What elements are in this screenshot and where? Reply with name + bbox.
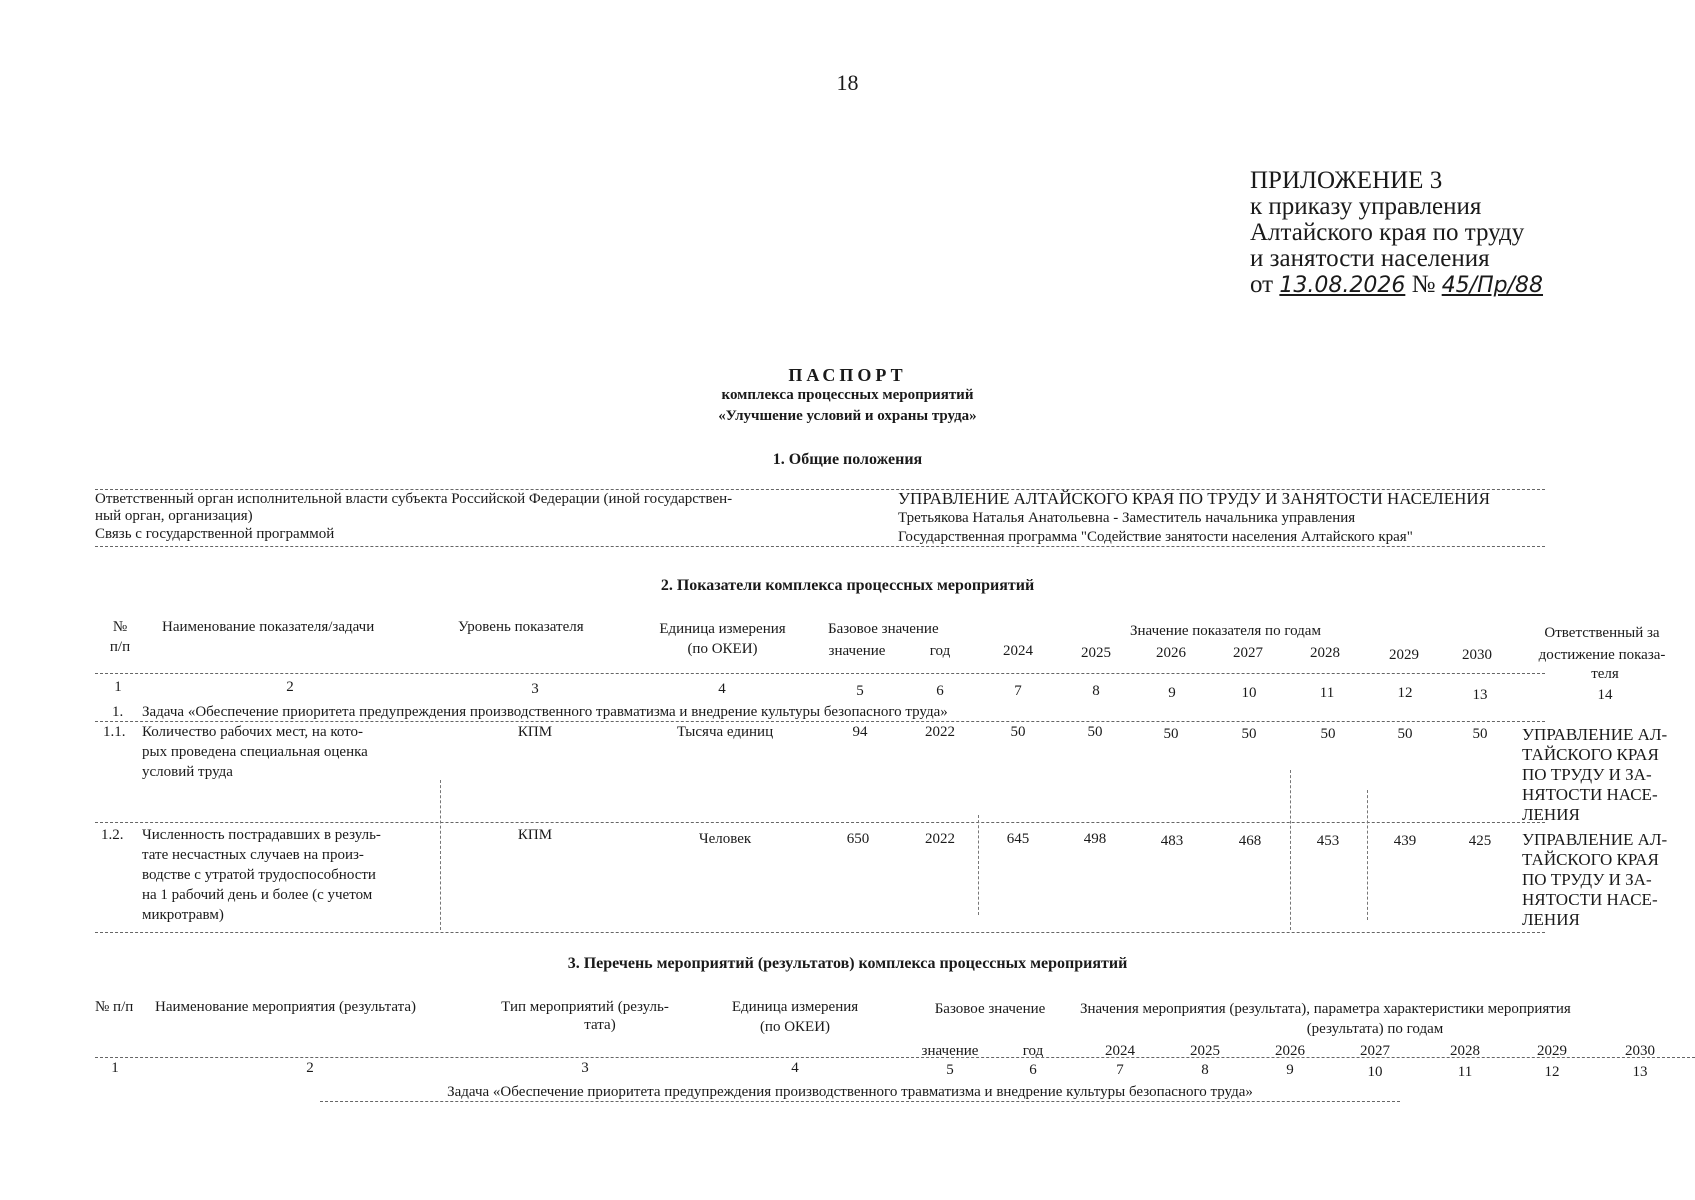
header-year-2027: 2027 [1360,1043,1390,1059]
row-value-2026: 483 [1160,833,1184,849]
header-unit: Единица измерения [659,621,786,637]
appendix-line-2: Алтайского края по труду [1250,219,1525,246]
row-value-2024: 50 [1010,724,1026,740]
header-level: Уровень показателя [458,619,584,635]
header-year-2024: 2024 [1105,1043,1135,1059]
col-number: 8 [1092,683,1100,699]
col-number: 13 [1632,1064,1648,1080]
header-year-2024: 2024 [1003,643,1033,659]
col-number: 2 [306,1060,314,1076]
divider [95,822,1545,823]
appendix-number: 45/Пр/88 [1441,273,1544,298]
header-by-years: Значение показателя по годам [1130,623,1321,639]
appendix-number-sign: № [1411,271,1436,298]
header-year-2027: 2027 [1233,645,1263,661]
divider [320,1101,1400,1102]
row-no: 1.2. [101,827,124,843]
col-number: 6 [936,683,944,699]
col-number: 8 [1201,1062,1209,1078]
appendix-line-3: и занятости населения [1250,245,1490,272]
col-number: 3 [581,1060,589,1076]
row-resp-line: НЯТОСТИ НАСЕ- [1522,785,1658,804]
header-year-2028: 2028 [1310,645,1340,661]
row-no: 1.1. [103,724,126,740]
divider [95,673,1545,674]
col-number: 4 [791,1060,799,1076]
row-value-2030: 425 [1468,833,1492,849]
row-value-2028: 453 [1316,833,1340,849]
header-unit-2: (по ОКЕИ) [759,1019,831,1035]
header-base: Базовое значение [828,621,939,637]
col-number: 5 [946,1062,954,1078]
row-resp-line: ЛЕНИЯ [1522,805,1580,824]
col-number: 7 [1014,683,1022,699]
row-value-2025: 50 [1087,724,1103,740]
row-name-line: микротравм) [142,907,224,923]
row-name-line: Численность пострадавших в резуль- [142,827,381,843]
col-number: 12 [1397,685,1413,701]
header-year-2026: 2026 [1156,645,1186,661]
row-resp-line: ПО ТРУДУ И ЗА- [1522,765,1652,784]
divider [95,1057,1695,1058]
row-resp-line: ТАЙСКОГО КРАЯ [1522,850,1659,869]
general-value-3: Государственная программа "Содействие занятости населения Алтайского края" [898,529,1413,545]
section-2-title: 2. Показатели комплекса процессных мероприятий [660,577,1035,594]
section-1-title: 1. Общие положения [772,451,923,468]
row-resp-line: УПРАВЛЕНИЕ АЛ- [1522,725,1668,744]
divider [95,489,1545,490]
header-year-2028: 2028 [1450,1043,1480,1059]
header-no: № п/п [95,999,134,1015]
header-no-2: п/п [109,639,131,655]
col-number: 11 [1319,685,1335,701]
row-resp-line: ПО ТРУДУ И ЗА- [1522,870,1652,889]
general-label-2: ный орган, организация) [95,508,253,524]
header-year-2030: 2030 [1625,1043,1655,1059]
passport-title: ПАСПОРТ [788,365,907,385]
row-value-2025: 498 [1083,831,1107,847]
row-resp-line: ЛЕНИЯ [1522,910,1580,929]
header-base-year: год [1022,1043,1044,1059]
col-number: 2 [286,679,294,695]
appendix-date-line [1250,272,1670,299]
appendix-block [1250,168,1670,299]
task-text: Задача «Обеспечение приоритета предупреждения производственного травматизма и внедрение культуры безопасного труда» [142,704,948,720]
divider [95,721,1545,722]
row-value-2029: 439 [1393,833,1417,849]
header-year-2029: 2029 [1389,647,1419,663]
row-base-year: 2022 [925,831,955,847]
header-no: № [112,619,128,635]
col-number: 10 [1367,1064,1383,1080]
col-number: 9 [1168,685,1176,701]
appendix-line-1: к приказу управления [1250,193,1482,220]
passport-subtitle-1: комплекса процессных мероприятий [721,387,974,403]
row-resp-line: УПРАВЛЕНИЕ АЛ- [1522,830,1668,849]
header-base-year: год [929,643,951,659]
task-no: 1. [112,704,124,720]
header-by-years: Значения мероприятия (результата), параметра характеристики мероприятия [1080,1001,1571,1017]
row-name-line: рых проведена специальная оценка [142,744,368,760]
col-number: 3 [531,681,539,697]
header-year-2025: 2025 [1081,645,1111,661]
col-number: 1 [114,679,122,695]
row-level: КПМ [517,827,553,843]
header-base-value: значение [828,643,886,659]
header-resp-2: достижение показа- [1538,647,1666,663]
general-label-3: Связь с государственной программой [95,526,335,542]
col-number: 7 [1116,1062,1124,1078]
header-year-2025: 2025 [1190,1043,1220,1059]
row-level: КПМ [517,724,553,740]
row-base-value: 650 [846,831,870,847]
row-value-2028: 50 [1320,726,1336,742]
col-number: 4 [718,681,726,697]
row-name-line: Количество рабочих мест, на кото- [142,724,364,740]
col-number: 12 [1544,1064,1560,1080]
col-number: 9 [1286,1062,1294,1078]
row-name-line: условий труда [142,764,233,780]
header-type-2: тата) [584,1017,616,1033]
header-resp-3: теля [1591,666,1619,682]
header-resp: Ответственный за [1544,625,1660,641]
row-value-2024: 645 [1006,831,1030,847]
header-year-2026: 2026 [1275,1043,1305,1059]
col-number: 14 [1597,687,1613,703]
header-year-2029: 2029 [1537,1043,1567,1059]
general-value-1: УПРАВЛЕНИЕ АЛТАЙСКОГО КРАЯ ПО ТРУДУ И ЗАНЯТОСТИ НАСЕЛЕНИЯ [898,489,1490,508]
col-number: 6 [1029,1062,1037,1078]
general-value-2: Третьякова Наталья Анатольевна - Заместитель начальника управления [898,510,1356,526]
grid-line [440,780,441,930]
col-number: 13 [1472,687,1488,703]
grid-line [1290,770,1291,930]
header-name: Наименование показателя/задачи [162,619,375,635]
header-base: Базовое значение [934,1001,1046,1017]
grid-line [978,815,979,915]
row-base-value: 94 [852,724,868,740]
header-base-value: значение [921,1043,979,1059]
col-number: 11 [1457,1064,1473,1080]
divider [95,546,1545,547]
row-value-2027: 468 [1238,833,1262,849]
col-number: 5 [856,683,864,699]
row-value-2029: 50 [1397,726,1413,742]
row-name-line: водстве с утратой трудоспособности [142,867,376,883]
appendix-date: 13.08.2026 [1279,273,1406,298]
header-unit-2: (по ОКЕИ) [687,641,758,657]
task-text: Задача «Обеспечение приоритета предупреждения производственного травматизма и внедрение культуры безопасного труда» [447,1084,1253,1100]
row-value-2030: 50 [1472,726,1488,742]
appendix-from: от [1250,271,1274,298]
header-type: Тип мероприятий (резуль- [501,999,669,1015]
general-label-1: Ответственный орган исполнительной власти субъекта Российской Федерации (иной государствен- [95,491,733,507]
appendix-title: ПРИЛОЖЕНИЕ 3 [1250,167,1443,194]
header-by-years-2: (результата) по годам [1306,1021,1444,1037]
grid-line [1367,790,1368,920]
row-name-line: тате несчастных случаев на произ- [142,847,364,863]
row-base-year: 2022 [925,724,955,740]
page-number: 18 [836,70,859,95]
row-unit: Человек [698,831,752,847]
row-resp-line: ТАЙСКОГО КРАЯ [1522,745,1659,764]
row-unit: Тысяча единиц [676,724,774,740]
row-resp-line: НЯТОСТИ НАСЕ- [1522,890,1658,909]
section-3-title: 3. Перечень мероприятий (результатов) комплекса процессных мероприятий [567,955,1128,972]
row-value-2026: 50 [1163,726,1179,742]
col-number: 10 [1241,685,1257,701]
col-number: 1 [111,1060,119,1076]
passport-subtitle-2: «Улучшение условий и охраны труда» [718,408,977,424]
divider [95,932,1545,933]
header-year-2030: 2030 [1462,647,1492,663]
row-value-2027: 50 [1241,726,1257,742]
header-unit: Единица измерения [731,999,859,1015]
row-name-line: на 1 рабочий день и более (с учетом [142,887,373,903]
header-name: Наименование мероприятия (результата) [155,999,416,1015]
